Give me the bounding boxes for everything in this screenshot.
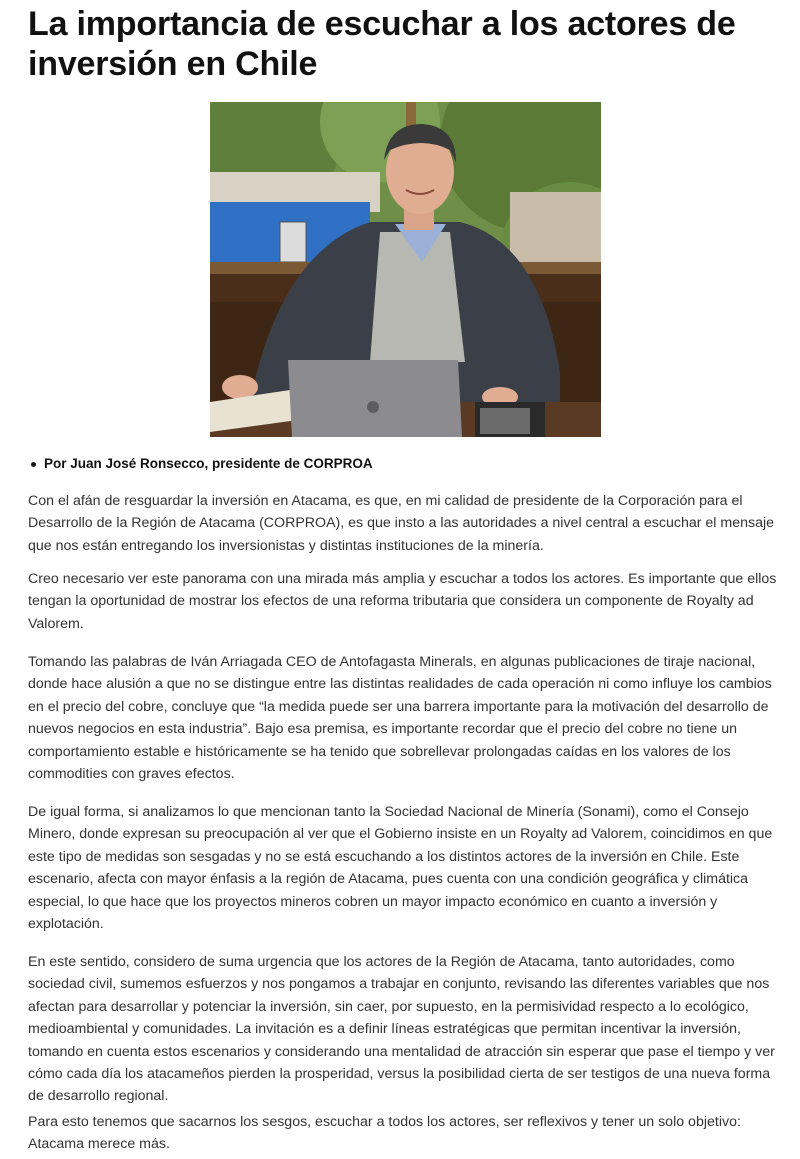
byline: Por Juan José Ronsecco, presidente de CORPROA: [28, 454, 373, 474]
article-title: La importancia de escuchar a los actores de inversión en Chile: [28, 5, 736, 83]
paragraph: Tomando las palabras de Iván Arriagada CEO de Antofagasta Minerals, en algunas publicaciones de tiraje nacional, donde hace alusión a que no se distingue entre las distintas realidades de cada operación ni como influye los cambios en el precio del cobre, concluye que “la medida puede ser una barrera importante para la motivación del desarrollo de nuevos negocios en esta industria”. Bajo esa premisa, es importante recordar que el precio del cobre no tiene un comportamiento estable e históricamente se ha tenido que sobrellevar prolongadas caídas en los valores de los commodities con graves efectos.: [28, 654, 772, 783]
paragraph: Para esto tenemos que sacarnos los sesgos, escuchar a todos los actores, ser reflexivos y tener un solo objetivo: Atacama merece más.: [28, 1114, 741, 1153]
paragraph: Creo necesario ver este panorama con una mirada más amplia y escuchar a todos los actores. Es importante que ellos tengan la oportunidad de mostrar los efectos de una reforma tributaria que considera un componente de Royalty ad Valorem.: [28, 571, 777, 632]
article-photo: [210, 102, 601, 437]
paragraph: En este sentido, considero de suma urgencia que los actores de la Región de Atacama, tanto autoridades, como sociedad civil, sumemos esfuerzos y nos pongamos a trabajar en conjunto, revisando las diferentes variables que nos afectan para desarrollar y potenciar la inversión, sin caer, por supuesto, en la permisividad respecto a lo ecológico, medioambiental y comunidades. La invitación es a definir líneas estratégicas que permitan incentivar la inversión, tomando en cuenta estos escenarios y considerando una mentalidad de atracción sin esperar que pase el tiempo y ver cómo cada día los atacameños pierden la prosperidad, versus la posibilidad cierta de ser testigos de una nueva forma de desarrollo regional.: [28, 954, 775, 1105]
byline-list: [28, 454, 373, 474]
paragraph: Con el afán de resguardar la inversión en Atacama, es que, en mi calidad de presidente de la Corporación para el Desarrollo de la Región de Atacama (CORPROA), es que insto a las autoridades a nivel central a escuchar el mensaje que nos están entregando los inversionistas y distintas instituciones de la minería.: [28, 493, 775, 554]
portrait-photo-icon: [210, 102, 601, 437]
paragraph: De igual forma, si analizamos lo que mencionan tanto la Sociedad Nacional de Minería (Sonami), como el Consejo Minero, donde expresan su preocupación al ver que el Gobierno insiste en un Royalty ad Valorem, coincidimos en que este tipo de medidas son sesgadas y no se está escuchando a los distintos actores de la inversión en Chile. Este escenario, afecta con mayor énfasis a la región de Atacama, pues cuenta con una condición geográfica y climática especial, lo que hace que los proyectos mineros cobren un mayor impacto económico en cuanto a inversión y explotación.: [28, 804, 773, 933]
